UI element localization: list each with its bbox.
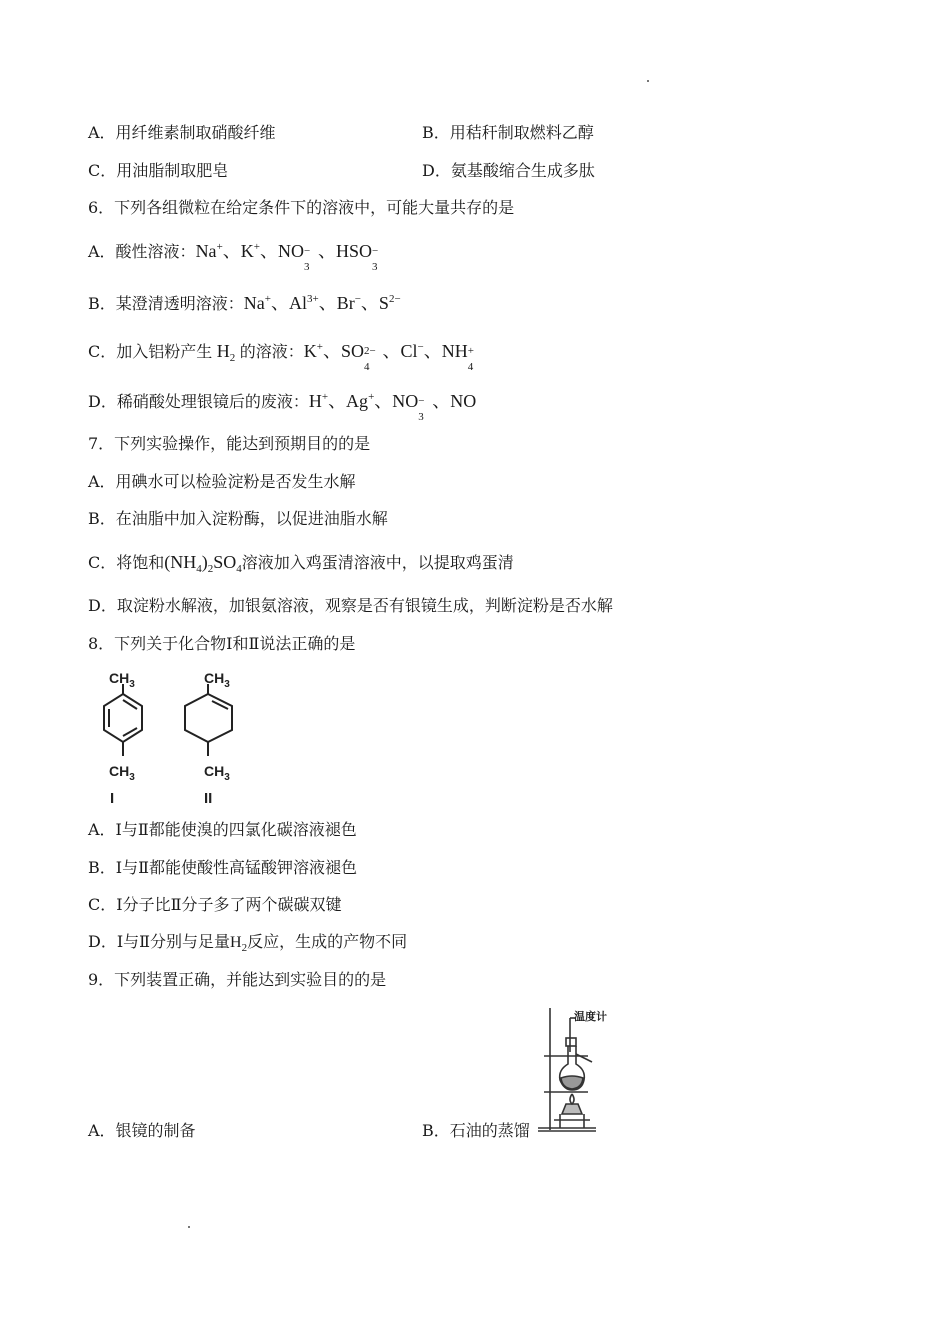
compound-i-label: I xyxy=(110,790,115,807)
q9-stem: 9．下列装置正确，并能达到实验目的的是 xyxy=(88,970,387,989)
q6-d-ions: H+、Ag+、NO − 3 、NO xyxy=(308,391,477,423)
compound-structures xyxy=(80,664,260,810)
ch3-label: CH xyxy=(109,670,130,686)
q6-c-mid: 的溶液： xyxy=(239,342,304,361)
q5-option-c: C．用油脂制取肥皂 xyxy=(88,161,229,180)
scan-dot xyxy=(188,1226,190,1228)
q6-option-d xyxy=(88,390,477,423)
q8-option-a: A．Ⅰ与Ⅱ都能使溴的四氯化碳溶液褪色 xyxy=(88,820,357,839)
svg-text:CH3: $CH_3$ xyxy=(204,670,230,690)
q8-option-d xyxy=(88,931,407,954)
q6-b-prefix: B．某澄清透明溶液： xyxy=(88,294,244,313)
ammonium-sulfate-formula: $(NH_4)_2SO_4$ xyxy=(164,552,242,575)
q5-option-d: D．氨基酸缩合生成多肽 xyxy=(422,161,595,180)
q9-option-a: A．银镜的制备 xyxy=(88,1121,196,1140)
h2-formula: $H_2$ xyxy=(230,934,248,954)
q7-option-b: B．在油脂中加入淀粉酶，以促进油脂水解 xyxy=(88,509,388,528)
svg-text:CH3: $CH_3$ xyxy=(109,763,135,783)
q6-c-ions: K+、SO 2− 4 、Cl−、NH + 4 xyxy=(303,341,474,373)
ch3-label: CH xyxy=(204,670,225,686)
q5-option-a: A．用纤维素制取硝酸纤维 xyxy=(88,123,276,142)
distillation-apparatus xyxy=(530,1004,640,1136)
svg-text:CH3: $CH_3$ xyxy=(109,670,135,690)
q8-stem: 8．下列关于化合物Ⅰ和Ⅱ说法正确的是 xyxy=(88,634,356,653)
q8-d-prefix: D．Ⅰ与Ⅱ分别与足量 xyxy=(88,932,231,951)
q6-option-b xyxy=(88,292,401,315)
svg-text:CH3: $CH_3$ xyxy=(204,763,230,783)
q7-stem: 7．下列实验操作，能达到预期目的的是 xyxy=(88,434,371,453)
q7-option-d: D．取淀粉水解液，加银氨溶液，观察是否有银镜生成，判断淀粉是否水解 xyxy=(88,596,613,615)
q6-d-prefix: D．稀硝酸处理银镜后的废液： xyxy=(88,392,309,411)
q7-c-prefix: C．将饱和 xyxy=(88,553,165,572)
q6-stem: 6．下列各组微粒在给定条件下的溶液中，可能大量共存的是 xyxy=(88,198,515,217)
q6-a-ions: Na+、K+、NO − 3 、HSO − 3 xyxy=(195,241,379,273)
q6-option-a xyxy=(88,240,386,273)
q8-option-c: C．Ⅰ分子比Ⅱ分子多了两个碳碳双键 xyxy=(88,895,342,914)
q8-d-suffix: 反应，生成的产物不同 xyxy=(247,932,408,951)
ch3-label: CH xyxy=(204,763,225,779)
q6-c-prefix: C．加入铝粉产生 xyxy=(88,342,213,361)
compound-ii-label: II xyxy=(204,790,213,807)
q5-option-b: B．用秸秆制取燃料乙醇 xyxy=(422,123,594,142)
ch3-label: CH xyxy=(109,763,130,779)
q6-b-ions: Na+、$Al^{3+}$、Br−、$S^{2-}$ xyxy=(243,293,401,313)
q6-a-prefix: A．酸性溶液： xyxy=(88,242,196,261)
h2-formula: $H_2$ xyxy=(212,341,236,364)
q7-option-c xyxy=(88,551,514,574)
q9-option-b: B．石油的蒸馏 xyxy=(422,1121,530,1140)
q8-option-b: B．Ⅰ与Ⅱ都能使酸性高锰酸钾溶液褪色 xyxy=(88,858,357,877)
q6-option-c xyxy=(88,340,482,373)
cyclohexene-ring xyxy=(185,694,232,742)
scan-dot xyxy=(647,80,649,82)
q7-c-suffix: 溶液加入鸡蛋清溶液中，以提取鸡蛋清 xyxy=(241,553,514,572)
q7-option-a: A．用碘水可以检验淀粉是否发生水解 xyxy=(88,472,356,491)
thermometer-label: 温度计 xyxy=(574,1011,607,1023)
